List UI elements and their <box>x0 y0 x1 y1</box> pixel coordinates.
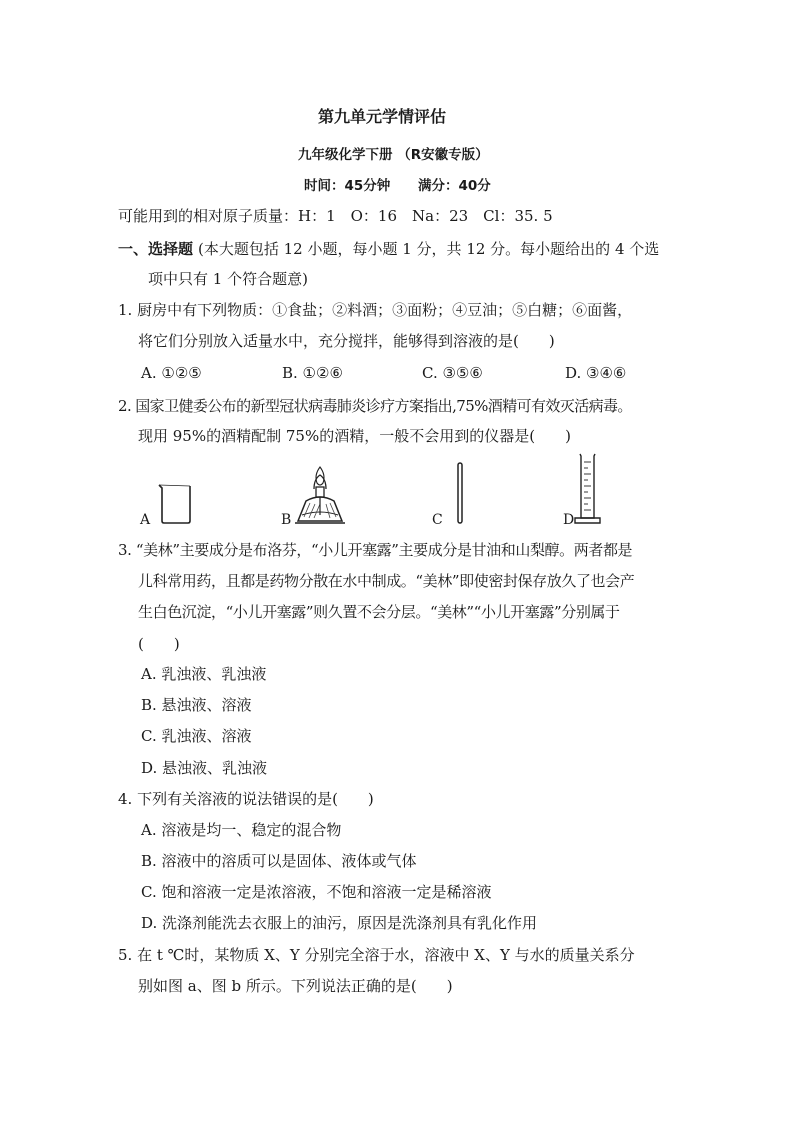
page-subtitle: 九年级化学下册 （R安徽专版） <box>298 147 489 163</box>
q4-option-b: B. 溶液中的溶质可以是固体、液体或气体 <box>141 852 417 870</box>
q1-option-a: A. ①②⑤ <box>141 364 202 382</box>
section-note: (本大题包括 12 小题，每小题 1 分，共 12 分。每小题给出的 4 个选 <box>198 240 660 258</box>
exam-time: 时间：45分钟 <box>304 178 391 194</box>
section-heading: 一、选择题 <box>118 240 194 258</box>
question-2: 2. 国家卫健委公布的新型冠状病毒肺炎诊疗方案指出,75%酒精可有效灭活病毒。 <box>118 397 632 415</box>
figure-label-d: D <box>563 512 575 528</box>
question-1-cont: 将它们分别放入适量水中，充分搅拌，能够得到溶液的是( ) <box>138 332 555 350</box>
question-3-cont-2: 生白色沉淀，“小儿开塞露”则久置不会分层。“美林”“小儿开塞露”分别属于 <box>138 603 620 621</box>
atomic-mass-line: 可能用到的相对原子质量：H：1 O：16 Na：23 Cl：35. 5 <box>118 207 553 225</box>
question-3: 3. “美林”主要成分是布洛芬，“小儿开塞露”主要成分是甘油和山梨醇。两者都是 <box>118 541 633 559</box>
question-4: 4. 下列有关溶液的说法错误的是( ) <box>118 790 374 808</box>
exam-score: 满分：40分 <box>418 178 491 194</box>
q3-option-a: A. 乳浊液、乳浊液 <box>141 665 267 683</box>
question-2-cont: 现用 95%的酒精配制 75%的酒精，一般不会用到的仪器是( ) <box>138 427 571 445</box>
q4-option-d: D. 洗涤剂能洗去衣服上的油污，原因是洗涤剂具有乳化作用 <box>141 914 538 932</box>
section-note-cont: 项中只有 1 个符合题意) <box>148 270 308 288</box>
question-5: 5. 在 t ℃时，某物质 X、Y 分别完全溶于水，溶液中 X、Y 与水的质量关系分 <box>118 946 635 964</box>
q4-option-c: C. 饱和溶液一定是浓溶液，不饱和溶液一定是稀溶液 <box>141 883 492 901</box>
graduated-cylinder-icon <box>572 452 602 526</box>
q1-option-b: B. ①②⑥ <box>282 364 343 382</box>
figure-label-c: C <box>432 512 443 528</box>
figure-label-b: B <box>281 512 292 528</box>
q1-option-c: C. ③⑤⑥ <box>422 364 483 382</box>
question-3-cont-1: 儿科常用药，且都是药物分散在水中制成。“美林”即使密封保存放久了也会产 <box>138 572 635 590</box>
figure-label-a: A <box>140 512 151 528</box>
q3-option-b: B. 悬浊液、溶液 <box>141 696 252 714</box>
question-1: 1. 厨房中有下列物质：①食盐；②料酒；③面粉；④豆油；⑤白糖；⑥面酱， <box>118 301 633 319</box>
question-3-cont-3: ( ) <box>138 635 180 653</box>
q4-option-a: A. 溶液是均一、稳定的混合物 <box>141 821 342 839</box>
beaker-icon <box>157 483 193 525</box>
alcohol-lamp-icon <box>292 465 348 527</box>
q1-option-d: D. ③④⑥ <box>565 364 627 382</box>
page-title: 第九单元学情评估 <box>318 107 447 126</box>
glass-rod-icon <box>456 462 464 524</box>
q3-option-c: C. 乳浊液、溶液 <box>141 727 252 745</box>
question-5-cont: 别如图 a、图 b 所示。下列说法正确的是( ) <box>138 977 453 995</box>
q3-option-d: D. 悬浊液、乳浊液 <box>141 759 268 777</box>
